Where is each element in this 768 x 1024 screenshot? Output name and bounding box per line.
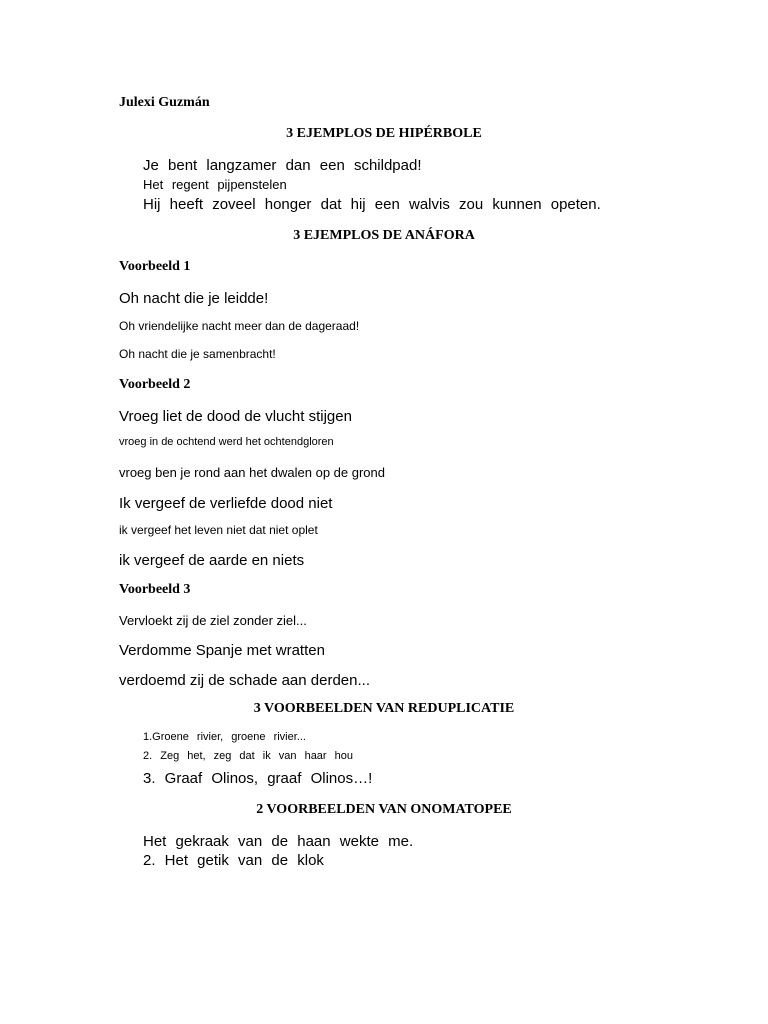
- voorbeeld-1-line-1: Oh nacht die je leidde!: [119, 290, 269, 307]
- voorbeeld-2-line-4: Ik vergeef de verliefde dood niet: [119, 495, 333, 512]
- voorbeeld-2-line-5: ik vergeef het leven niet dat niet oplet: [119, 523, 318, 537]
- hiperbole-heading: 3 EJEMPLOS DE HIPÉRBOLE: [286, 126, 482, 141]
- voorbeeld-2-label: Voorbeeld 2: [119, 377, 191, 392]
- voorbeeld-2-line-3: vroeg ben je rond aan het dwalen op de grond: [119, 465, 385, 480]
- onomatopee-line-2: 2. Het getik van de klok: [143, 852, 324, 869]
- voorbeeld-3-line-3: verdoemd zij de schade aan derden...: [119, 672, 370, 689]
- anafora-heading: 3 EJEMPLOS DE ANÁFORA: [293, 228, 475, 243]
- voorbeeld-1-label: Voorbeeld 1: [119, 259, 191, 274]
- voorbeeld-2-line-6: ik vergeef de aarde en niets: [119, 552, 305, 569]
- reduplicatie-line-2: 2. Zeg het, zeg dat ik van haar hou: [143, 750, 354, 762]
- reduplicatie-heading: 3 VOORBEELDEN VAN REDUPLICATIE: [253, 701, 515, 716]
- author-name: Julexi Guzmán: [119, 95, 210, 110]
- hiperbole-line-3: Hij heeft zoveel honger dat hij een walvis zou kunnen opeten.: [143, 196, 601, 213]
- voorbeeld-1-line-2: Oh vriendelijke nacht meer dan de dageraad!: [119, 319, 360, 333]
- voorbeeld-1-line-3: Oh nacht die je samenbracht!: [119, 347, 276, 361]
- voorbeeld-3-line-2: Verdomme Spanje met wratten: [119, 642, 325, 659]
- onomatopee-line-1: Het gekraak van de haan wekte me.: [143, 833, 414, 850]
- voorbeeld-2-line-2: vroeg in de ochtend werd het ochtendgloren: [119, 436, 334, 448]
- reduplicatie-line-1: 1.Groene rivier, groene rivier...: [143, 731, 306, 743]
- hiperbole-line-2: Het regent pijpenstelen: [143, 177, 287, 192]
- voorbeeld-2-line-1: Vroeg liet de dood de vlucht stijgen: [119, 408, 352, 425]
- voorbeeld-3-line-1: Vervloekt zij de ziel zonder ziel...: [119, 613, 307, 628]
- hiperbole-line-1: Je bent langzamer dan een schildpad!: [143, 157, 422, 174]
- onomatopee-heading: 2 VOORBEELDEN VAN ONOMATOPEE: [256, 802, 512, 817]
- voorbeeld-3-label: Voorbeeld 3: [119, 582, 191, 597]
- reduplicatie-line-3: 3. Graaf Olinos, graaf Olinos…!: [143, 770, 373, 787]
